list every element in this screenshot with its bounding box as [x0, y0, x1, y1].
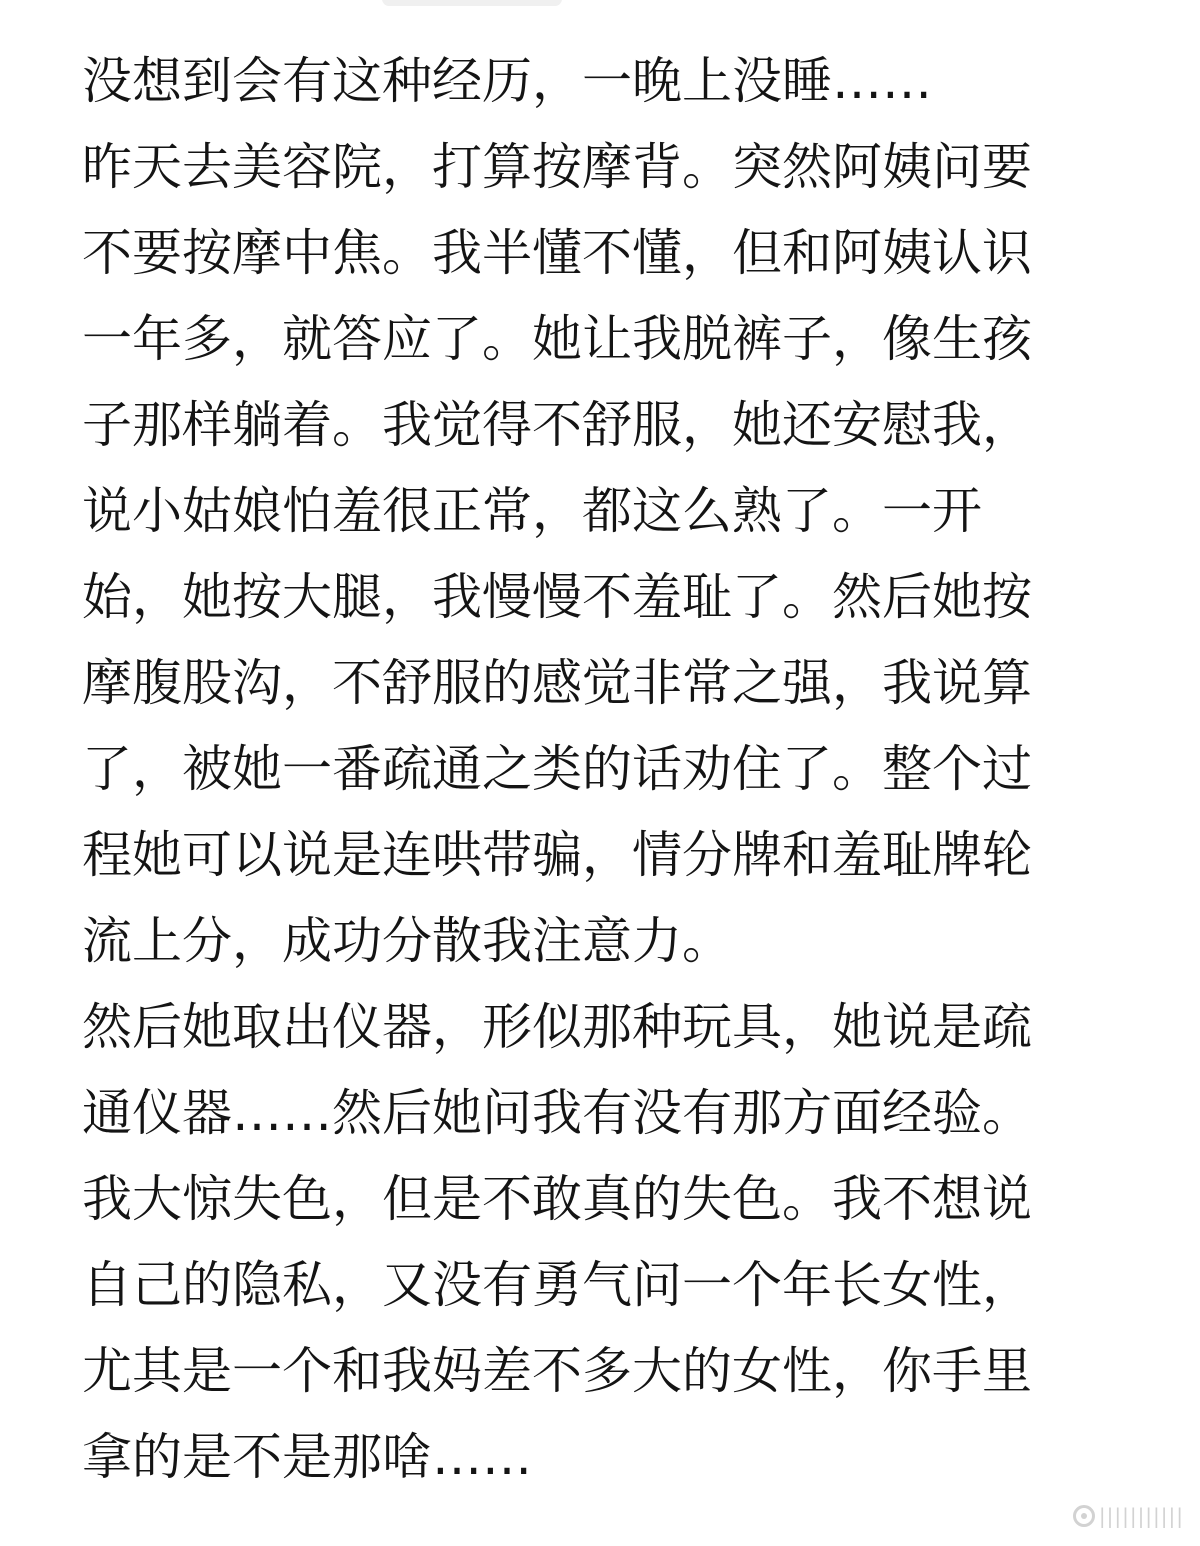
post-line: 昨天去美容院，打算按摩背。突然阿姨问要: [82, 138, 1032, 196]
post-line: 我大惊失色，但是不敢真的失色。我不想说: [82, 1170, 1032, 1228]
post-line: 程她可以说是连哄带骗，情分牌和羞耻牌轮: [82, 826, 1032, 884]
post-line: 一年多，就答应了。她让我脱裤子，像生孩: [82, 310, 1032, 368]
post-line: 尤其是一个和我妈差不多大的女性，你手里: [82, 1342, 1032, 1400]
post-line: 子那样躺着。我觉得不舒服，她还安慰我，: [82, 396, 1032, 454]
post-text: [82, 38, 1122, 1500]
top-handle: [382, 0, 562, 6]
post-line: 始，她按大腿，我慢慢不羞耻了。然后她按: [82, 568, 1032, 626]
eye-icon: [1073, 1505, 1095, 1527]
post-line: 自己的隐私，又没有勇气问一个年长女性，: [82, 1256, 1032, 1314]
post-line: 流上分，成功分散我注意力。: [82, 912, 732, 970]
post-line: 摩腹股沟，不舒服的感觉非常之强，我说算: [82, 654, 1032, 712]
post-line: 拿的是不是那啥……: [82, 1428, 532, 1486]
post-line: 了，被她一番疏通之类的话劝住了。整个过: [82, 740, 1032, 798]
post-line: 然后她取出仪器，形似那种玩具，她说是疏: [82, 998, 1032, 1056]
post-line: 没想到会有这种经历，一晚上没睡……: [82, 52, 932, 110]
post-line: 说小姑娘怕羞很正常，都这么熟了。一开: [82, 482, 982, 540]
post-line: 不要按摩中焦。我半懂不懂，但和阿姨认识: [82, 224, 1032, 282]
watermark: [1073, 1504, 1184, 1528]
post-line: 通仪器……然后她问我有没有那方面经验。: [82, 1084, 1032, 1142]
watermark-text: |||||||||||: [1098, 1504, 1184, 1528]
